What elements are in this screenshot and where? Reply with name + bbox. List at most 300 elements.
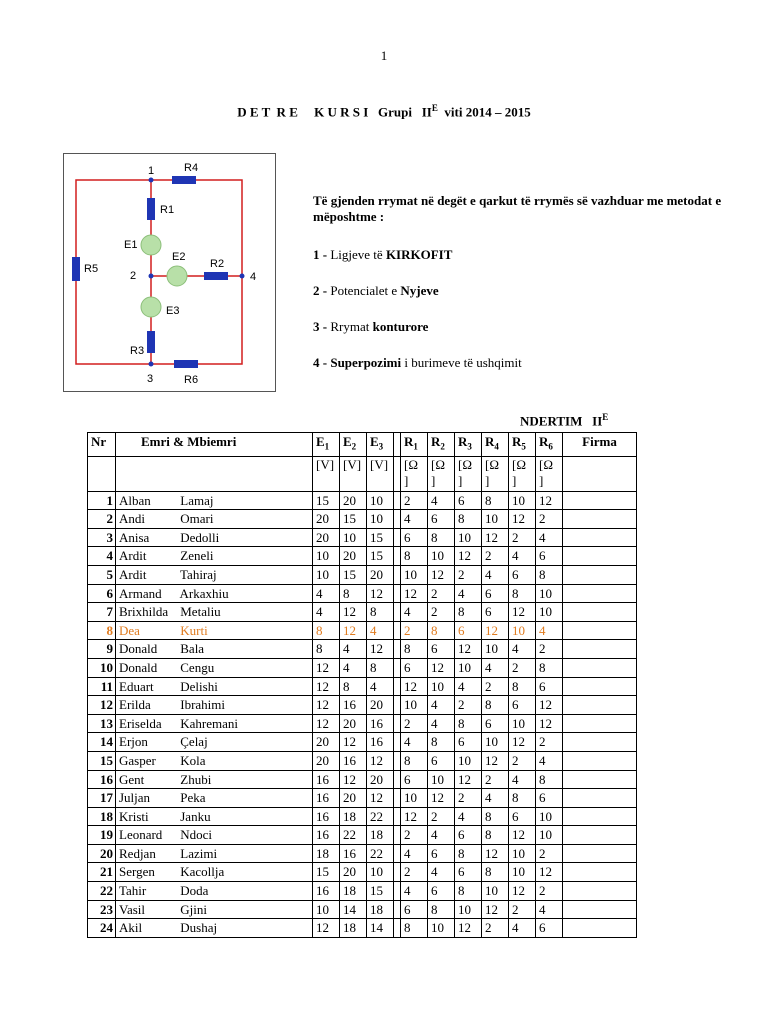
value-r3: 6 (455, 733, 482, 752)
value-r2: 4 (428, 826, 455, 845)
value-r1: 10 (401, 789, 428, 808)
signature-cell[interactable] (563, 714, 637, 733)
value-e1: 15 (313, 491, 340, 510)
value-r4: 2 (482, 547, 509, 566)
value-e1: 16 (313, 826, 340, 845)
value-e1: 16 (313, 807, 340, 826)
value-r6: 6 (536, 789, 563, 808)
method-4 (313, 355, 522, 371)
value-r3: 2 (455, 696, 482, 715)
student-name (116, 751, 313, 770)
value-r5: 8 (509, 677, 536, 696)
value-r2: 12 (428, 789, 455, 808)
signature-cell[interactable] (563, 826, 637, 845)
value-r1: 12 (401, 677, 428, 696)
value-e1: 12 (313, 696, 340, 715)
unit-r1: [Ω ] (401, 456, 428, 491)
value-r5: 12 (509, 603, 536, 622)
header-nr: Nr (88, 433, 116, 457)
table-subtitle (520, 412, 608, 429)
table-row (88, 751, 637, 770)
value-r6: 12 (536, 491, 563, 510)
row-number: 13 (88, 714, 116, 733)
student-name (116, 491, 313, 510)
row-number: 16 (88, 770, 116, 789)
value-e2: 4 (340, 658, 367, 677)
value-r1: 10 (401, 696, 428, 715)
signature-cell[interactable] (563, 863, 637, 882)
value-r1: 6 (401, 658, 428, 677)
value-r5: 4 (509, 547, 536, 566)
table-row (88, 900, 637, 919)
student-name (116, 547, 313, 566)
method-3 (313, 319, 428, 335)
signature-cell[interactable] (563, 565, 637, 584)
last-name: Cengu (180, 659, 215, 675)
student-name (116, 565, 313, 584)
value-r6: 12 (536, 714, 563, 733)
method-2-text: Potencialet e (327, 283, 401, 298)
value-e2: 15 (340, 510, 367, 529)
signature-cell[interactable] (563, 658, 637, 677)
value-r2: 6 (428, 844, 455, 863)
method-1-keyword: KIRKOFIT (385, 247, 453, 262)
first-name: Brixhilda (119, 604, 169, 620)
value-r1: 4 (401, 510, 428, 529)
value-e1: 15 (313, 863, 340, 882)
table-row (88, 510, 637, 529)
unit-r6: [Ω ] (536, 456, 563, 491)
value-r1: 8 (401, 547, 428, 566)
source-e1 (141, 235, 161, 255)
table-row (88, 547, 637, 566)
value-e1: 16 (313, 882, 340, 901)
value-r2: 2 (428, 807, 455, 826)
first-name: Donald (119, 659, 158, 675)
value-e2: 16 (340, 844, 367, 863)
value-r6: 12 (536, 696, 563, 715)
signature-cell[interactable] (563, 789, 637, 808)
value-r5: 12 (509, 826, 536, 845)
value-r2: 4 (428, 696, 455, 715)
value-r6: 4 (536, 900, 563, 919)
value-e3: 8 (367, 603, 394, 622)
method-4-number: 4 - (313, 355, 328, 370)
row-number: 12 (88, 696, 116, 715)
unit-r5: [Ω ] (509, 456, 536, 491)
value-r6: 8 (536, 565, 563, 584)
header-r3: $R_3$ (455, 433, 482, 457)
label-r2: R2 (210, 258, 225, 270)
label-r5: R5 (84, 263, 99, 275)
row-number: 18 (88, 807, 116, 826)
value-e2: 4 (340, 640, 367, 659)
row-number: 23 (88, 900, 116, 919)
value-e2: 18 (340, 919, 367, 938)
last-name: Delishi (180, 678, 218, 694)
value-r3: 2 (455, 789, 482, 808)
table-row (88, 621, 637, 640)
first-name: Erilda (119, 697, 151, 713)
value-r2: 10 (428, 677, 455, 696)
value-r4: 10 (482, 733, 509, 752)
value-r3: 12 (455, 547, 482, 566)
signature-cell[interactable] (563, 919, 637, 938)
value-e1: 18 (313, 844, 340, 863)
value-e1: 20 (313, 733, 340, 752)
last-name: Zeneli (180, 548, 214, 564)
signature-cell[interactable] (563, 696, 637, 715)
value-r2: 12 (428, 658, 455, 677)
first-name: Eriselda (119, 715, 162, 731)
first-name: Andi (119, 511, 145, 527)
value-e3: 8 (367, 658, 394, 677)
label-n2: 2 (130, 270, 137, 282)
method-1 (313, 247, 452, 263)
assignment-table (87, 432, 637, 938)
value-r5: 10 (509, 844, 536, 863)
signature-cell[interactable] (563, 547, 637, 566)
value-e1: 12 (313, 714, 340, 733)
value-r3: 8 (455, 714, 482, 733)
student-name (116, 714, 313, 733)
value-e3: 4 (367, 621, 394, 640)
unit-e3: [V] (367, 456, 394, 491)
value-r2: 6 (428, 510, 455, 529)
resistor-r3 (147, 331, 155, 353)
value-e3: 22 (367, 844, 394, 863)
value-r4: 10 (482, 882, 509, 901)
last-name: Kola (180, 752, 206, 768)
value-e3: 10 (367, 510, 394, 529)
signature-cell[interactable] (563, 882, 637, 901)
value-r6: 6 (536, 677, 563, 696)
node-3 (149, 362, 154, 367)
method-2-number: 2 - (313, 283, 328, 298)
table-row (88, 603, 637, 622)
table-row (88, 658, 637, 677)
student-name (116, 826, 313, 845)
value-r3: 12 (455, 919, 482, 938)
value-e3: 10 (367, 491, 394, 510)
table-row (88, 826, 637, 845)
label-e2: E2 (172, 251, 186, 263)
unit-r4: [Ω ] (482, 456, 509, 491)
value-r3: 6 (455, 621, 482, 640)
signature-cell[interactable] (563, 510, 637, 529)
header-e2: $E_2$ (340, 433, 367, 457)
value-e3: 10 (367, 863, 394, 882)
value-r6: 12 (536, 863, 563, 882)
signature-cell[interactable] (563, 621, 637, 640)
table-row (88, 882, 637, 901)
signature-cell[interactable] (563, 640, 637, 659)
table-body (88, 491, 637, 937)
row-number: 9 (88, 640, 116, 659)
value-r3: 10 (455, 658, 482, 677)
method-3-number: 3 - (313, 319, 328, 334)
label-r6: R6 (184, 374, 199, 386)
title-superscript: E (431, 103, 438, 113)
value-e2: 20 (340, 547, 367, 566)
student-name (116, 621, 313, 640)
last-name: Dedolli (180, 529, 220, 545)
first-name: Akil (119, 920, 143, 936)
value-r2: 8 (428, 621, 455, 640)
first-name: Gasper (119, 752, 156, 768)
value-e2: 10 (340, 528, 367, 547)
label-n3: 3 (147, 373, 154, 385)
value-e2: 20 (340, 714, 367, 733)
row-number: 22 (88, 882, 116, 901)
header-e1: $E_1$ (313, 433, 340, 457)
value-e3: 15 (367, 882, 394, 901)
value-e2: 20 (340, 491, 367, 510)
value-e1: 8 (313, 640, 340, 659)
value-r2: 10 (428, 770, 455, 789)
value-r2: 6 (428, 640, 455, 659)
value-e2: 16 (340, 696, 367, 715)
signature-cell[interactable] (563, 584, 637, 603)
student-name (116, 510, 313, 529)
value-r2: 4 (428, 714, 455, 733)
document-title (0, 103, 768, 120)
value-r5: 12 (509, 510, 536, 529)
value-r1: 2 (401, 826, 428, 845)
signature-cell[interactable] (563, 844, 637, 863)
value-r2: 8 (428, 733, 455, 752)
subtitle-text: NDERTIM II (520, 413, 603, 429)
value-e2: 20 (340, 789, 367, 808)
value-e3: 15 (367, 547, 394, 566)
value-e2: 18 (340, 807, 367, 826)
row-number: 15 (88, 751, 116, 770)
value-r4: 8 (482, 491, 509, 510)
value-e1: 12 (313, 677, 340, 696)
row-number: 6 (88, 584, 116, 603)
value-r6: 8 (536, 770, 563, 789)
value-r5: 12 (509, 733, 536, 752)
value-r4: 8 (482, 863, 509, 882)
last-name: Kurti (180, 622, 208, 638)
value-e1: 16 (313, 789, 340, 808)
value-r4: 6 (482, 603, 509, 622)
unit-r3: [Ω ] (455, 456, 482, 491)
value-r6: 10 (536, 603, 563, 622)
value-r1: 6 (401, 900, 428, 919)
page-number: 1 (380, 48, 388, 63)
source-e3 (141, 297, 161, 317)
value-r3: 6 (455, 826, 482, 845)
signature-cell[interactable] (563, 528, 637, 547)
value-r1: 8 (401, 919, 428, 938)
last-name: Omari (180, 511, 214, 527)
first-name: Tahir (119, 883, 147, 899)
value-r6: 10 (536, 807, 563, 826)
first-name: Erjon (119, 734, 148, 750)
first-name: Eduart (119, 678, 154, 694)
signature-cell[interactable] (563, 733, 637, 752)
value-e1: 12 (313, 658, 340, 677)
value-r4: 12 (482, 621, 509, 640)
value-r2: 10 (428, 919, 455, 938)
task-intro: Të gjenden rrymat në degët e qarkut të rrymës së vazhduar me metodat e mëposhtme : (313, 193, 722, 224)
last-name: Tahiraj (180, 566, 217, 582)
value-r4: 8 (482, 696, 509, 715)
value-r1: 8 (401, 751, 428, 770)
header-e3: $E_3$ (367, 433, 394, 457)
circuit-svg (64, 154, 275, 391)
last-name: Ndoci (180, 827, 213, 843)
value-e3: 4 (367, 677, 394, 696)
row-number: 17 (88, 789, 116, 808)
table-row (88, 528, 637, 547)
value-r5: 8 (509, 789, 536, 808)
value-r2: 4 (428, 863, 455, 882)
signature-cell[interactable] (563, 677, 637, 696)
value-r1: 10 (401, 565, 428, 584)
first-name: Ardit (119, 548, 147, 564)
last-name: Gjini (180, 901, 207, 917)
table-row (88, 770, 637, 789)
method-3-keyword: konturore (372, 319, 429, 334)
table-row (88, 640, 637, 659)
first-name: Vasil (119, 901, 145, 917)
student-name (116, 919, 313, 938)
row-number: 21 (88, 863, 116, 882)
value-r3: 12 (455, 640, 482, 659)
student-name (116, 900, 313, 919)
student-name (116, 677, 313, 696)
value-r4: 4 (482, 565, 509, 584)
value-e3: 22 (367, 807, 394, 826)
student-name (116, 882, 313, 901)
table-row (88, 677, 637, 696)
value-e1: 10 (313, 900, 340, 919)
value-r1: 2 (401, 863, 428, 882)
value-r1: 4 (401, 882, 428, 901)
value-r5: 12 (509, 882, 536, 901)
label-e1: E1 (124, 239, 138, 251)
value-e2: 18 (340, 882, 367, 901)
table-row (88, 584, 637, 603)
value-e1: 20 (313, 751, 340, 770)
table-row (88, 696, 637, 715)
last-name: Lazimi (180, 845, 218, 861)
first-name: Ardit (119, 566, 147, 582)
header-gap (394, 433, 401, 457)
value-r2: 12 (428, 565, 455, 584)
value-r2: 8 (428, 900, 455, 919)
table-row (88, 919, 637, 938)
first-name: Gent (119, 771, 145, 787)
value-r4: 12 (482, 528, 509, 547)
value-e2: 12 (340, 621, 367, 640)
row-number: 10 (88, 658, 116, 677)
value-e1: 12 (313, 919, 340, 938)
value-r3: 6 (455, 491, 482, 510)
header-r2: $R_2$ (428, 433, 455, 457)
row-number: 14 (88, 733, 116, 752)
row-number: 8 (88, 621, 116, 640)
signature-cell[interactable] (563, 751, 637, 770)
table-row (88, 789, 637, 808)
signature-cell[interactable] (563, 603, 637, 622)
signature-cell[interactable] (563, 900, 637, 919)
method-2-keyword: Nyjeve (400, 283, 439, 298)
row-number: 2 (88, 510, 116, 529)
value-r6: 10 (536, 584, 563, 603)
value-r4: 12 (482, 751, 509, 770)
value-e1: 20 (313, 510, 340, 529)
last-name: Kahremani (180, 715, 239, 731)
value-r3: 10 (455, 751, 482, 770)
row-number: 3 (88, 528, 116, 547)
unit-e2: [V] (340, 456, 367, 491)
last-name: Lamaj (180, 492, 214, 508)
node-1 (149, 178, 154, 183)
value-r6: 2 (536, 882, 563, 901)
signature-cell[interactable] (563, 807, 637, 826)
value-r6: 6 (536, 919, 563, 938)
row-number: 7 (88, 603, 116, 622)
value-r6: 4 (536, 751, 563, 770)
student-name (116, 640, 313, 659)
value-e3: 15 (367, 528, 394, 547)
value-r4: 12 (482, 844, 509, 863)
node-2 (149, 274, 154, 279)
table-row (88, 491, 637, 510)
value-e1: 16 (313, 770, 340, 789)
method-3-text: Rrymat (327, 319, 373, 334)
value-r5: 8 (509, 584, 536, 603)
student-name (116, 789, 313, 808)
row-number: 19 (88, 826, 116, 845)
resistor-r5 (72, 257, 80, 281)
value-e2: 15 (340, 565, 367, 584)
student-name (116, 844, 313, 863)
value-r2: 8 (428, 528, 455, 547)
signature-cell[interactable] (563, 770, 637, 789)
last-name: Arkaxhiu (179, 585, 229, 601)
value-r1: 2 (401, 491, 428, 510)
value-e2: 16 (340, 751, 367, 770)
value-r6: 10 (536, 826, 563, 845)
value-r3: 2 (455, 565, 482, 584)
header-r6: $R_6$ (536, 433, 563, 457)
value-e1: 10 (313, 547, 340, 566)
method-1-text: Ligjeve të (327, 247, 386, 262)
value-r5: 2 (509, 751, 536, 770)
value-r5: 6 (509, 565, 536, 584)
first-name: Redjan (119, 845, 156, 861)
value-r3: 4 (455, 677, 482, 696)
row-number: 11 (88, 677, 116, 696)
value-r4: 8 (482, 826, 509, 845)
row-number: 5 (88, 565, 116, 584)
table-row (88, 714, 637, 733)
signature-cell[interactable] (563, 491, 637, 510)
student-name (116, 863, 313, 882)
value-e1: 8 (313, 621, 340, 640)
subtitle-superscript: E (602, 412, 609, 422)
node-4 (240, 274, 245, 279)
value-r4: 4 (482, 789, 509, 808)
value-e3: 12 (367, 640, 394, 659)
value-r3: 8 (455, 844, 482, 863)
value-r6: 6 (536, 547, 563, 566)
header-name: Emri & Mbiemri (116, 433, 313, 457)
